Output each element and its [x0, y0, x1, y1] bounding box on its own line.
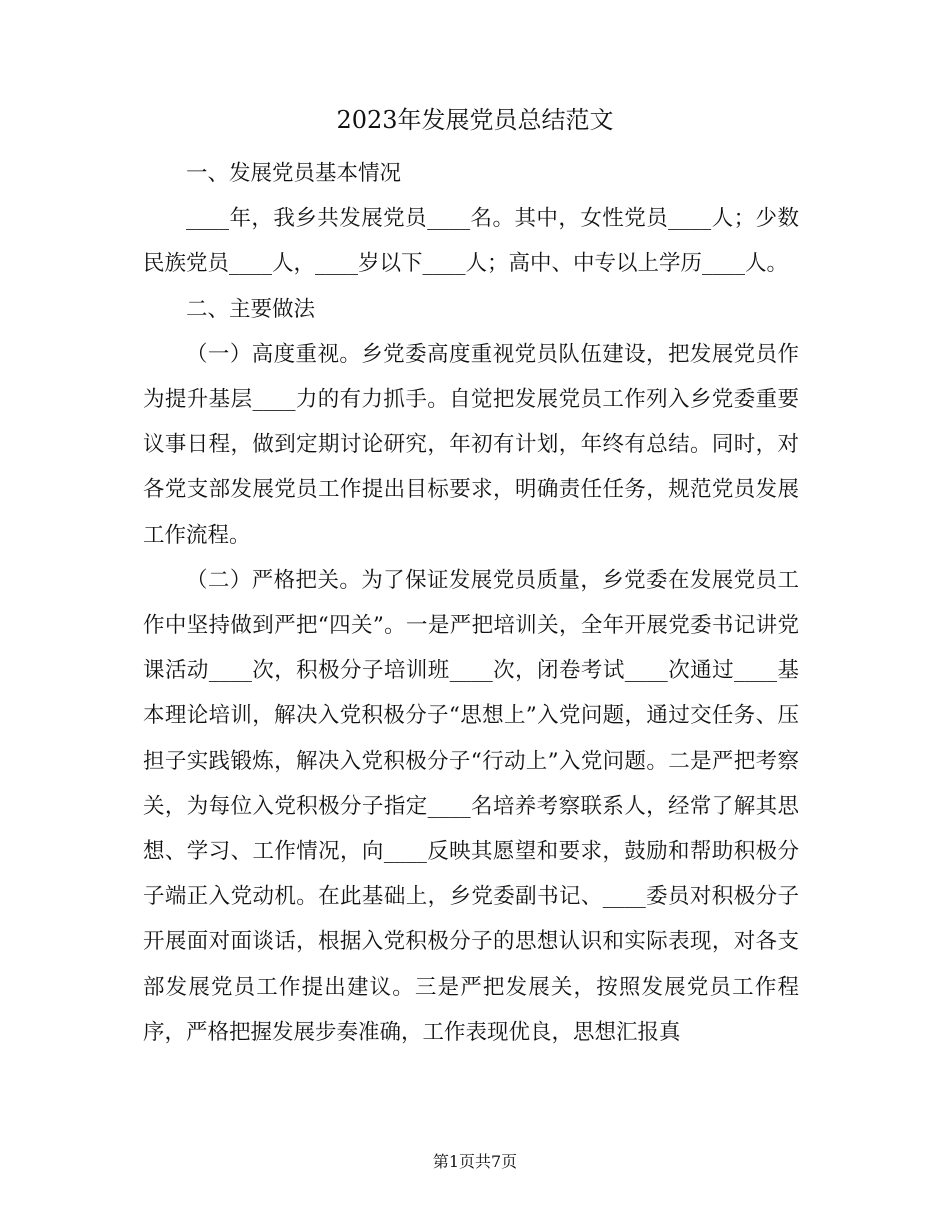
- document-title: 2023年发展党员总结范文: [336, 106, 614, 134]
- paragraph-basic-info: ____年，我乡共发展党员____名。其中，女性党员____人；少数民族党员____人，____岁以下____人；高中、中专以上学历____人。: [143, 206, 799, 277]
- document-body: [143, 151, 799, 1055]
- paragraph-strict-control: （二）严格把关。为了保证发展党员质量，乡党委在发展党员工作中坚持做到严把“四关”。一是严把培训关，全年开展党委书记讲党课活动____次，积极分子培训班____次，闭卷考试____次通过____基本理论培训，解决入党积极分子“思想上”入党问题，通过交任务、压担子实践锻炼，解决入党积极分子“行动上”入党问题。二是严把考察关，为每位入党积极分子指定____名培养考察联系人，经常了解其思想、学习、工作情况，向____反映其愿望和要求，鼓励和帮助积极分子端正入党动机。在此基础上，乡党委副书记、____委员对积极分子开展面对面谈话，根据入党积极分子的思想认识和实际表现，对各支部发展党员工作提出建议。三是严把发展关，按照发展党员工作程序，严格把握发展步奏准确，工作表现优良，思想汇报真: [143, 567, 799, 1045]
- page-number-footer: 第1页共7页: [432, 1152, 518, 1171]
- paragraph-high-attention: （一）高度重视。乡党委高度重视党员队伍建设，把发展党员作为提升基层____力的有力抓手。自觉把发展党员工作列入乡党委重要议事日程，做到定期讨论研究，年初有计划，年终有总结。同时，对各党支部发展党员工作提出目标要求，明确责任任务，规范党员发展工作流程。: [143, 341, 799, 548]
- section-heading-basic-info: 一、发展党员基本情况: [186, 161, 402, 186]
- section-heading-main-methods: 二、主要做法: [186, 296, 316, 322]
